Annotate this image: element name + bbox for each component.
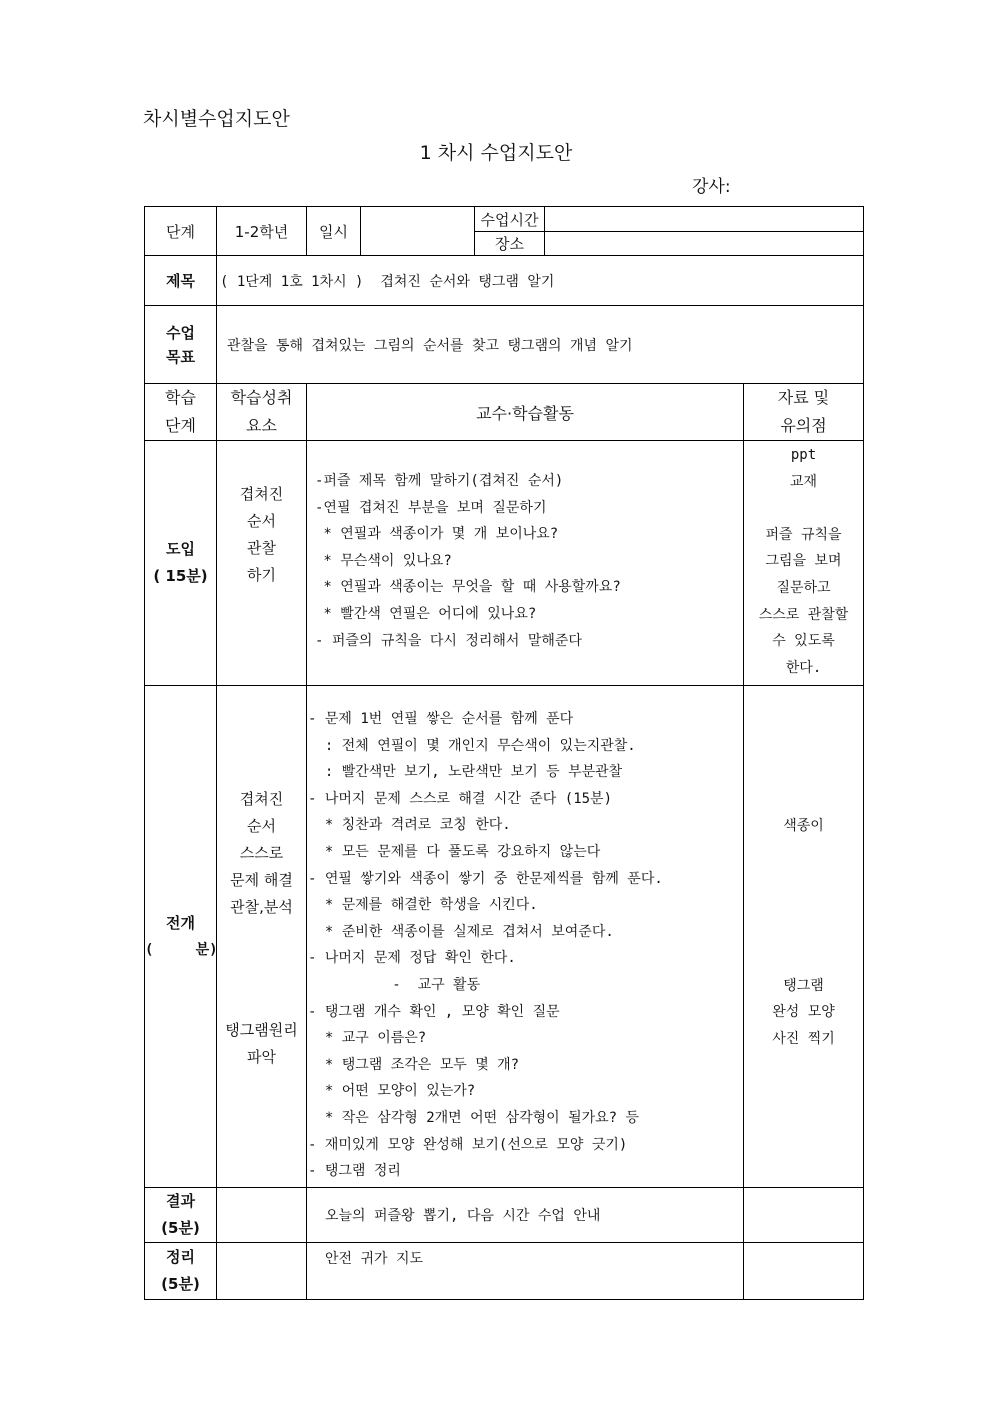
activity-line: * 어떤 모양이 있는가? (308, 1083, 476, 1100)
instructor-label: 강사: (692, 177, 731, 197)
topic-text-value: ( 1단계 1호 1차시 ) 겹쳐진 순서와 탱그램 알기 (220, 273, 555, 290)
material-line (744, 495, 863, 522)
result-element (217, 1188, 307, 1243)
col-stage-header (145, 384, 217, 441)
wrapup-material (744, 1243, 864, 1300)
intro-stage-line2: ( 15분) (153, 567, 208, 585)
activity-line: * 칭찬과 격려로 코칭 한다. (308, 817, 511, 834)
material-line: 스스로 관찰할 (758, 606, 849, 623)
material-line: 완성 모양 (772, 1004, 835, 1021)
col-element-line1: 학습성취 (230, 388, 293, 407)
class-time-value (545, 207, 864, 232)
result-material (744, 1188, 864, 1243)
development-element: 스스로 (239, 844, 284, 862)
material-line: 교재 (789, 473, 818, 490)
activity-line: - 재미있게 모양 완성해 보기(선으로 모양 긋기) (308, 1136, 628, 1153)
activity-line: -퍼즐 제목 함께 말하기(겹쳐진 순서) (315, 473, 564, 489)
material-line: ppt (790, 447, 817, 463)
col-stage-line1: 학습 (165, 388, 196, 407)
activity-line: - 교구 활동 (308, 976, 481, 993)
activity-line: * 모든 문제를 다 풀도록 강요하지 않는다 (308, 843, 601, 860)
stage-label: 단계 (145, 207, 217, 256)
intro-element: 겹쳐진 (239, 485, 284, 503)
objective-label-line1: 수업 (166, 323, 195, 342)
intro-element: 하기 (247, 566, 276, 584)
intro-stage (145, 441, 217, 686)
development-element: 순서 (247, 817, 276, 835)
intro-element: 순서 (247, 512, 276, 530)
development-element: 겹쳐진 (239, 790, 284, 808)
activity-line: * 무슨색이 있나요? (315, 552, 452, 569)
material-line: 수 있도록 (772, 633, 835, 650)
class-time-label: 수업시간 (475, 207, 545, 232)
material-line: 퍼즐 규칙을 (765, 526, 842, 543)
development-activities (307, 686, 744, 1188)
activity-line: * 연필과 색종이가 몇 개 보이나요? (315, 526, 559, 543)
development-element: 탱그램원리 (225, 1021, 298, 1039)
place-label: 장소 (475, 232, 545, 256)
objective-label-line2: 목표 (166, 347, 195, 366)
topic-text (217, 256, 864, 306)
intro-element: 관찰 (247, 539, 276, 557)
activity-line: * 연필과 색종이는 무엇을 할 때 사용할까요? (315, 579, 621, 596)
material-line: 질문하고 (776, 579, 831, 596)
material-line: 그림을 보며 (765, 553, 842, 570)
intro-materials (744, 441, 864, 686)
wrapup-stage (145, 1243, 217, 1300)
development-stage-line2: ( 분) (145, 941, 218, 958)
wrapup-element (217, 1243, 307, 1300)
development-materials (744, 686, 864, 1188)
activity-line: - 연필 쌓기와 색종이 쌓기 중 한문제씩를 함께 푼다. (308, 870, 663, 887)
result-stage-line2: (5분) (161, 1219, 200, 1237)
document-title: 차시별수업지도안 (143, 108, 290, 130)
col-activity-header: 교수·학습활동 (307, 384, 744, 441)
development-element: 문제 해결 (230, 871, 293, 889)
objective-label (145, 306, 217, 384)
lesson-plan-table (144, 206, 864, 1300)
activity-line: * 교구 이름은? (308, 1030, 427, 1047)
activity-line: * 준비한 색종이를 실제로 겹쳐서 보여준다. (308, 923, 614, 940)
activity-line: - 탱그램 정리 (308, 1163, 401, 1180)
objective-text-value: 관찰을 통해 겹쳐있는 그림의 순서를 찾고 탱그램의 개념 알기 (227, 337, 633, 354)
col-stage-line2: 단계 (165, 416, 196, 435)
col-material-header (744, 384, 864, 441)
topic-label: 제목 (145, 256, 217, 306)
wrapup-activity (307, 1243, 744, 1300)
lesson-title: 1 차시 수업지도안 (419, 142, 573, 164)
activity-line: - 나머지 문제 스스로 해결 시간 준다 (15분) (308, 790, 613, 807)
activity-line: - 탱그램 개수 확인 , 모양 확인 질문 (308, 1003, 560, 1020)
development-stage (145, 686, 217, 1188)
objective-text (217, 306, 864, 384)
wrapup-stage-line1: 정리 (166, 1248, 195, 1266)
grade-value: 1-2학년 (217, 207, 307, 256)
development-elements (217, 686, 307, 1188)
activity-line: - 퍼즐의 규칙을 다시 정리해서 말해준다 (315, 632, 582, 649)
material-line: 탱그램 (783, 977, 824, 994)
development-element: 관찰,분석 (230, 898, 293, 916)
result-stage-line1: 결과 (166, 1192, 195, 1210)
activity-line: * 문제를 해결한 학생을 시킨다. (308, 897, 538, 914)
activity-line: - 문제 1번 연필 쌓은 순서를 함께 푼다 (308, 711, 574, 727)
activity-line: -연필 겹쳐진 부분을 보며 질문하기 (315, 499, 547, 516)
place-value (545, 232, 864, 256)
material-line: 한다. (785, 659, 822, 676)
intro-activities (307, 441, 744, 686)
activity-line: * 빨간색 연필은 어디에 있나요? (315, 605, 537, 622)
col-material-line2: 유의점 (780, 416, 827, 435)
wrapup-stage-line2: (5분) (161, 1275, 200, 1293)
result-stage (145, 1188, 217, 1243)
material-line: 색종이 (783, 818, 824, 834)
activity-line: - 나머지 문제 정답 확인 한다. (308, 950, 516, 967)
result-activity-text: 오늘의 퍼즐왕 뽑기, 다음 시간 수업 안내 (325, 1208, 601, 1224)
material-line: 사진 찍기 (772, 1030, 835, 1047)
col-material-line1: 자료 및 (777, 388, 830, 407)
development-stage-line1: 전개 (166, 913, 195, 932)
activity-line: * 탱그램 조각은 모두 몇 개? (308, 1056, 520, 1073)
intro-stage-line1: 도입 (166, 540, 195, 558)
col-element-line2: 요소 (246, 416, 277, 435)
wrapup-activity-text: 안전 귀가 지도 (325, 1251, 424, 1267)
intro-elements (217, 441, 307, 686)
development-element: 파악 (247, 1048, 276, 1066)
activity-line: * 작은 삼각형 2개면 어떤 삼각형이 될가요? 등 (308, 1109, 640, 1126)
col-element-header (217, 384, 307, 441)
result-activity (307, 1188, 744, 1243)
activity-line: : 빨간색만 보기, 노란색만 보기 등 부분관찰 (308, 764, 623, 781)
activity-line: : 전체 연필이 몇 개인지 무슨색이 있는지관찰. (308, 737, 636, 754)
date-value (361, 207, 475, 256)
date-label: 일시 (307, 207, 361, 256)
